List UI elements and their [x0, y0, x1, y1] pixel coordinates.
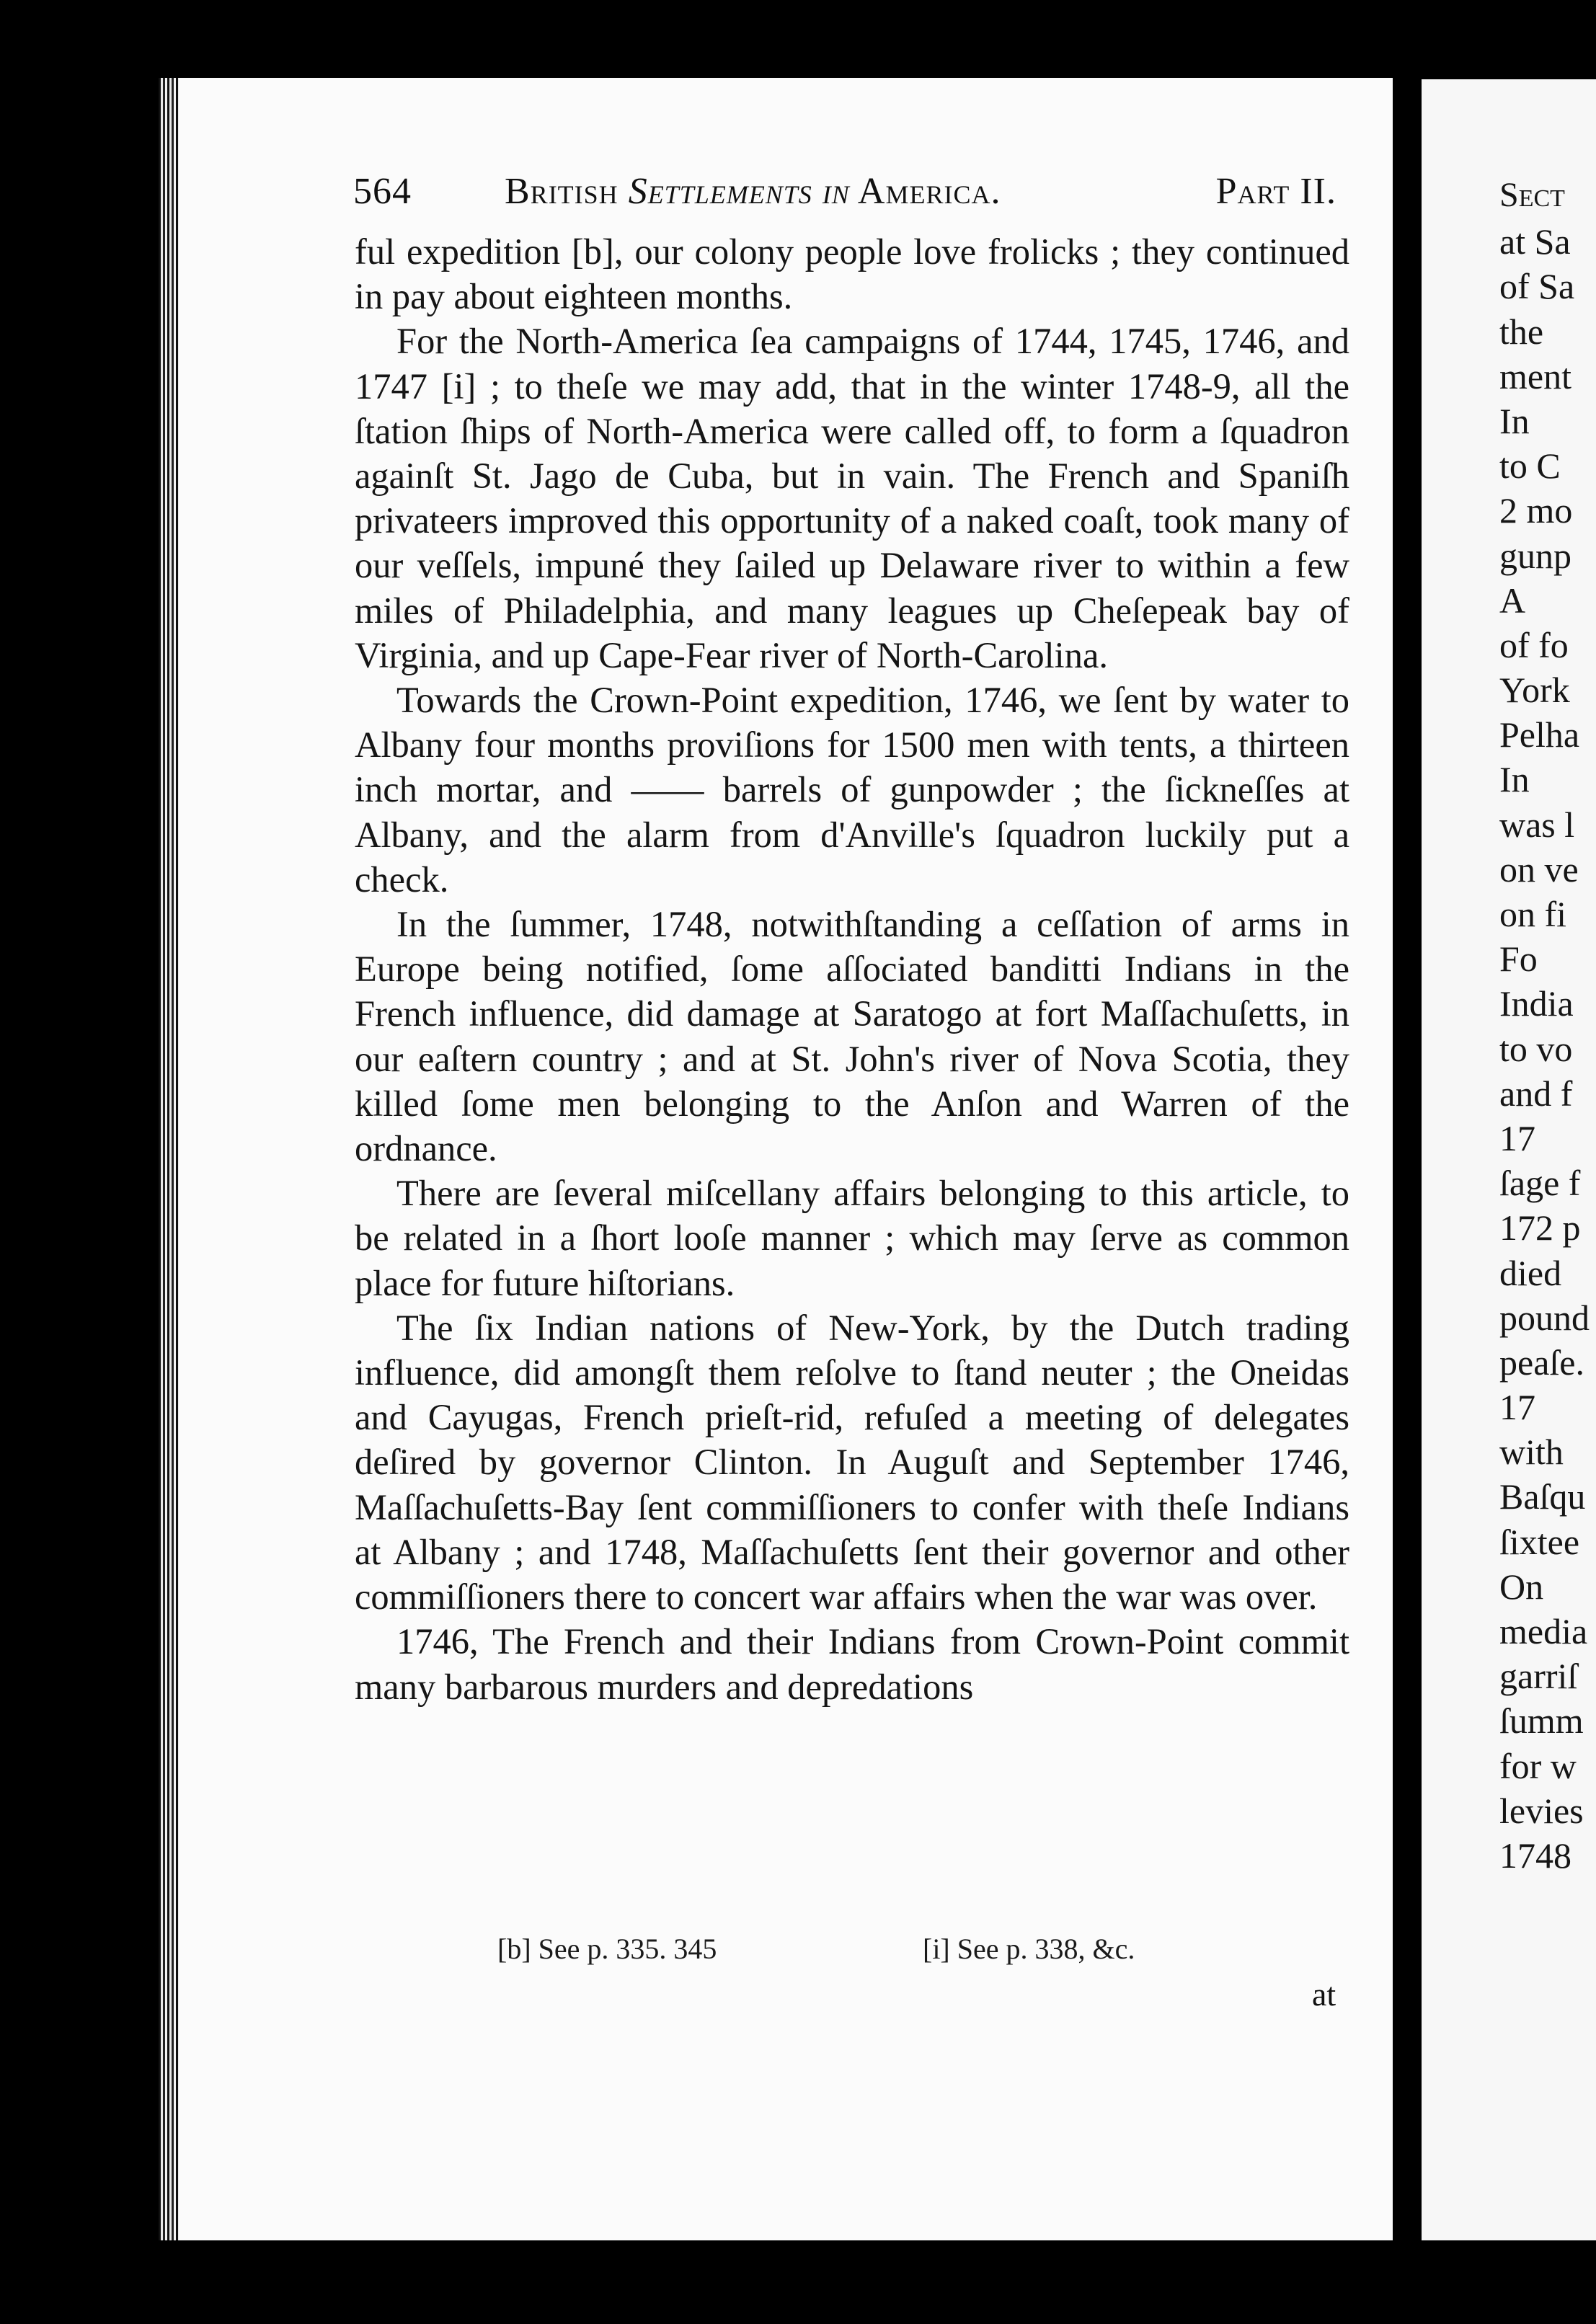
right-page-line: Fo [1499, 939, 1538, 980]
right-page-line: India [1499, 983, 1574, 1024]
right-page-line: Pelha [1499, 714, 1580, 755]
paragraph: 1746, The French and their Indians from Crown-Point commit many barbarous murders and depredations [355, 1621, 1349, 1707]
right-page-line: A [1499, 580, 1526, 621]
right-page-line: 172 p [1499, 1207, 1581, 1249]
right-page-line: 1748 [1499, 1835, 1571, 1876]
running-title-roman: British [505, 171, 619, 212]
right-page-line: ſixtee [1499, 1521, 1580, 1562]
right-page-line: and f [1499, 1073, 1573, 1114]
footnote-b: [b] See p. 335. 345 [497, 1933, 717, 1965]
footnote-i: [i] See p. 338, &c. [923, 1933, 1135, 1965]
right-page-line: on fi [1499, 894, 1567, 934]
right-page-line: on ve [1499, 848, 1579, 890]
right-page-line: of Sa [1499, 266, 1575, 307]
right-page-line: In [1499, 759, 1530, 800]
footnotes [497, 1932, 1290, 1975]
right-page-line: In [1499, 400, 1530, 441]
right-page-line: died [1499, 1252, 1562, 1293]
right-page-line: ſage f [1499, 1163, 1581, 1204]
paragraph: There are ſeveral miſcellany affairs belonging to this article, to be related in a ſhort looſe manner ; which may ſerve as common place for future hiſtorians. [355, 1173, 1349, 1303]
paragraph: For the North-America ſea campaigns of 1744, 1745, 1746, and 1747 [i] ; to theſe we may add, that in the winter 1748-9, all the ſtation ſhips of North-America were called off, to form a ſquadron againſt St. Jago de Cuba, but in vain. The French and Spaniſh privateers improved this opportunity of a naked coaſt, took many of our veſſels, impuné they ſailed up Delaware river to within a few miles of Philadelphia, and many leagues up Cheſepeak bay of Virginia, and up Cape-Fear river of North-Carolina. [355, 321, 1349, 675]
page-number: 564 [353, 171, 412, 212]
right-page-line: at Sa [1499, 221, 1571, 262]
running-title [505, 170, 1001, 213]
right-page-line: garriſ [1499, 1656, 1578, 1697]
right-page-line: Baſqu [1499, 1476, 1586, 1517]
right-page-line: ſumm [1499, 1700, 1584, 1742]
page-edge-stack [159, 78, 180, 2240]
right-page-line: ment [1499, 355, 1571, 396]
running-head [353, 170, 1362, 228]
right-page-line: pound [1499, 1297, 1590, 1338]
right-page-line: the [1499, 311, 1544, 352]
catchword: at [1312, 1976, 1336, 2013]
right-page-line: gunp [1499, 535, 1571, 576]
right-page-line: 17 [1499, 1387, 1535, 1428]
running-title-italic: Settlements in [628, 171, 850, 212]
right-page-line: to C [1499, 445, 1561, 487]
right-page-line: 2 mo [1499, 490, 1573, 531]
part-label: Part II. [1215, 171, 1336, 212]
right-page-text-clip [1422, 79, 1596, 2242]
paragraph: Towards the Crown-Point expedition, 1746, we ſent by water to Albany four months proviſions for 1500 men with tents, a thirteen inch mortar, and —— barrels of gunpowder ; the ſickneſſes at Albany, and the alarm from d'Anville's ſquadron luckily put a check. [355, 680, 1349, 900]
right-page-text [1499, 173, 1596, 1878]
right-page-line: levies [1499, 1790, 1584, 1831]
right-page-line: with [1499, 1432, 1564, 1473]
paragraph: ful expedition [b], our colony people love frolicks ; they continued in pay about eighteen months. [355, 231, 1349, 317]
paragraph: The ſix Indian nations of New-York, by the Dutch trading influence, did amongſt them reſolve to ſtand neuter ; the Oneidas and Cayugas, French prieſt-rid, refuſed a meeting of delegates deſired by governor Clinton. In Auguſt and September 1746, Maſſachuſetts-Bay ſent commiſſioners to confer with theſe Indians at Albany ; and 1748, Maſſachuſetts ſent their governor and other commiſſioners there to concert war affairs when the war was over. [355, 1307, 1349, 1618]
right-page-line: for w [1499, 1745, 1577, 1786]
right-page-line: was l [1499, 804, 1575, 845]
running-title-end: America. [857, 171, 1001, 212]
paragraph: In the ſummer, 1748, notwithſtanding a ceſſation of arms in Europe being notified, ſome aſſociated banditti Indians in the French influence, did damage at Saratogo at fort Maſſachuſetts, in our eaſtern country ; and at St. John's river of Nova Scotia, they killed ſome men belonging to the Anſon and Warren of the ordnance. [355, 904, 1349, 1169]
right-page-line: of fo [1499, 624, 1569, 665]
right-page-line: peaſe. [1499, 1341, 1584, 1383]
right-running-head: Sect [1499, 176, 1565, 214]
right-page-line: 17 [1499, 1117, 1535, 1158]
body-text [355, 229, 1349, 1709]
right-page-line: York [1499, 670, 1570, 711]
right-page-line: media [1499, 1611, 1588, 1651]
right-page-line: to vo [1499, 1028, 1573, 1069]
scan-bottom-margin [0, 2240, 1596, 2324]
right-page-line: On [1499, 1566, 1544, 1607]
